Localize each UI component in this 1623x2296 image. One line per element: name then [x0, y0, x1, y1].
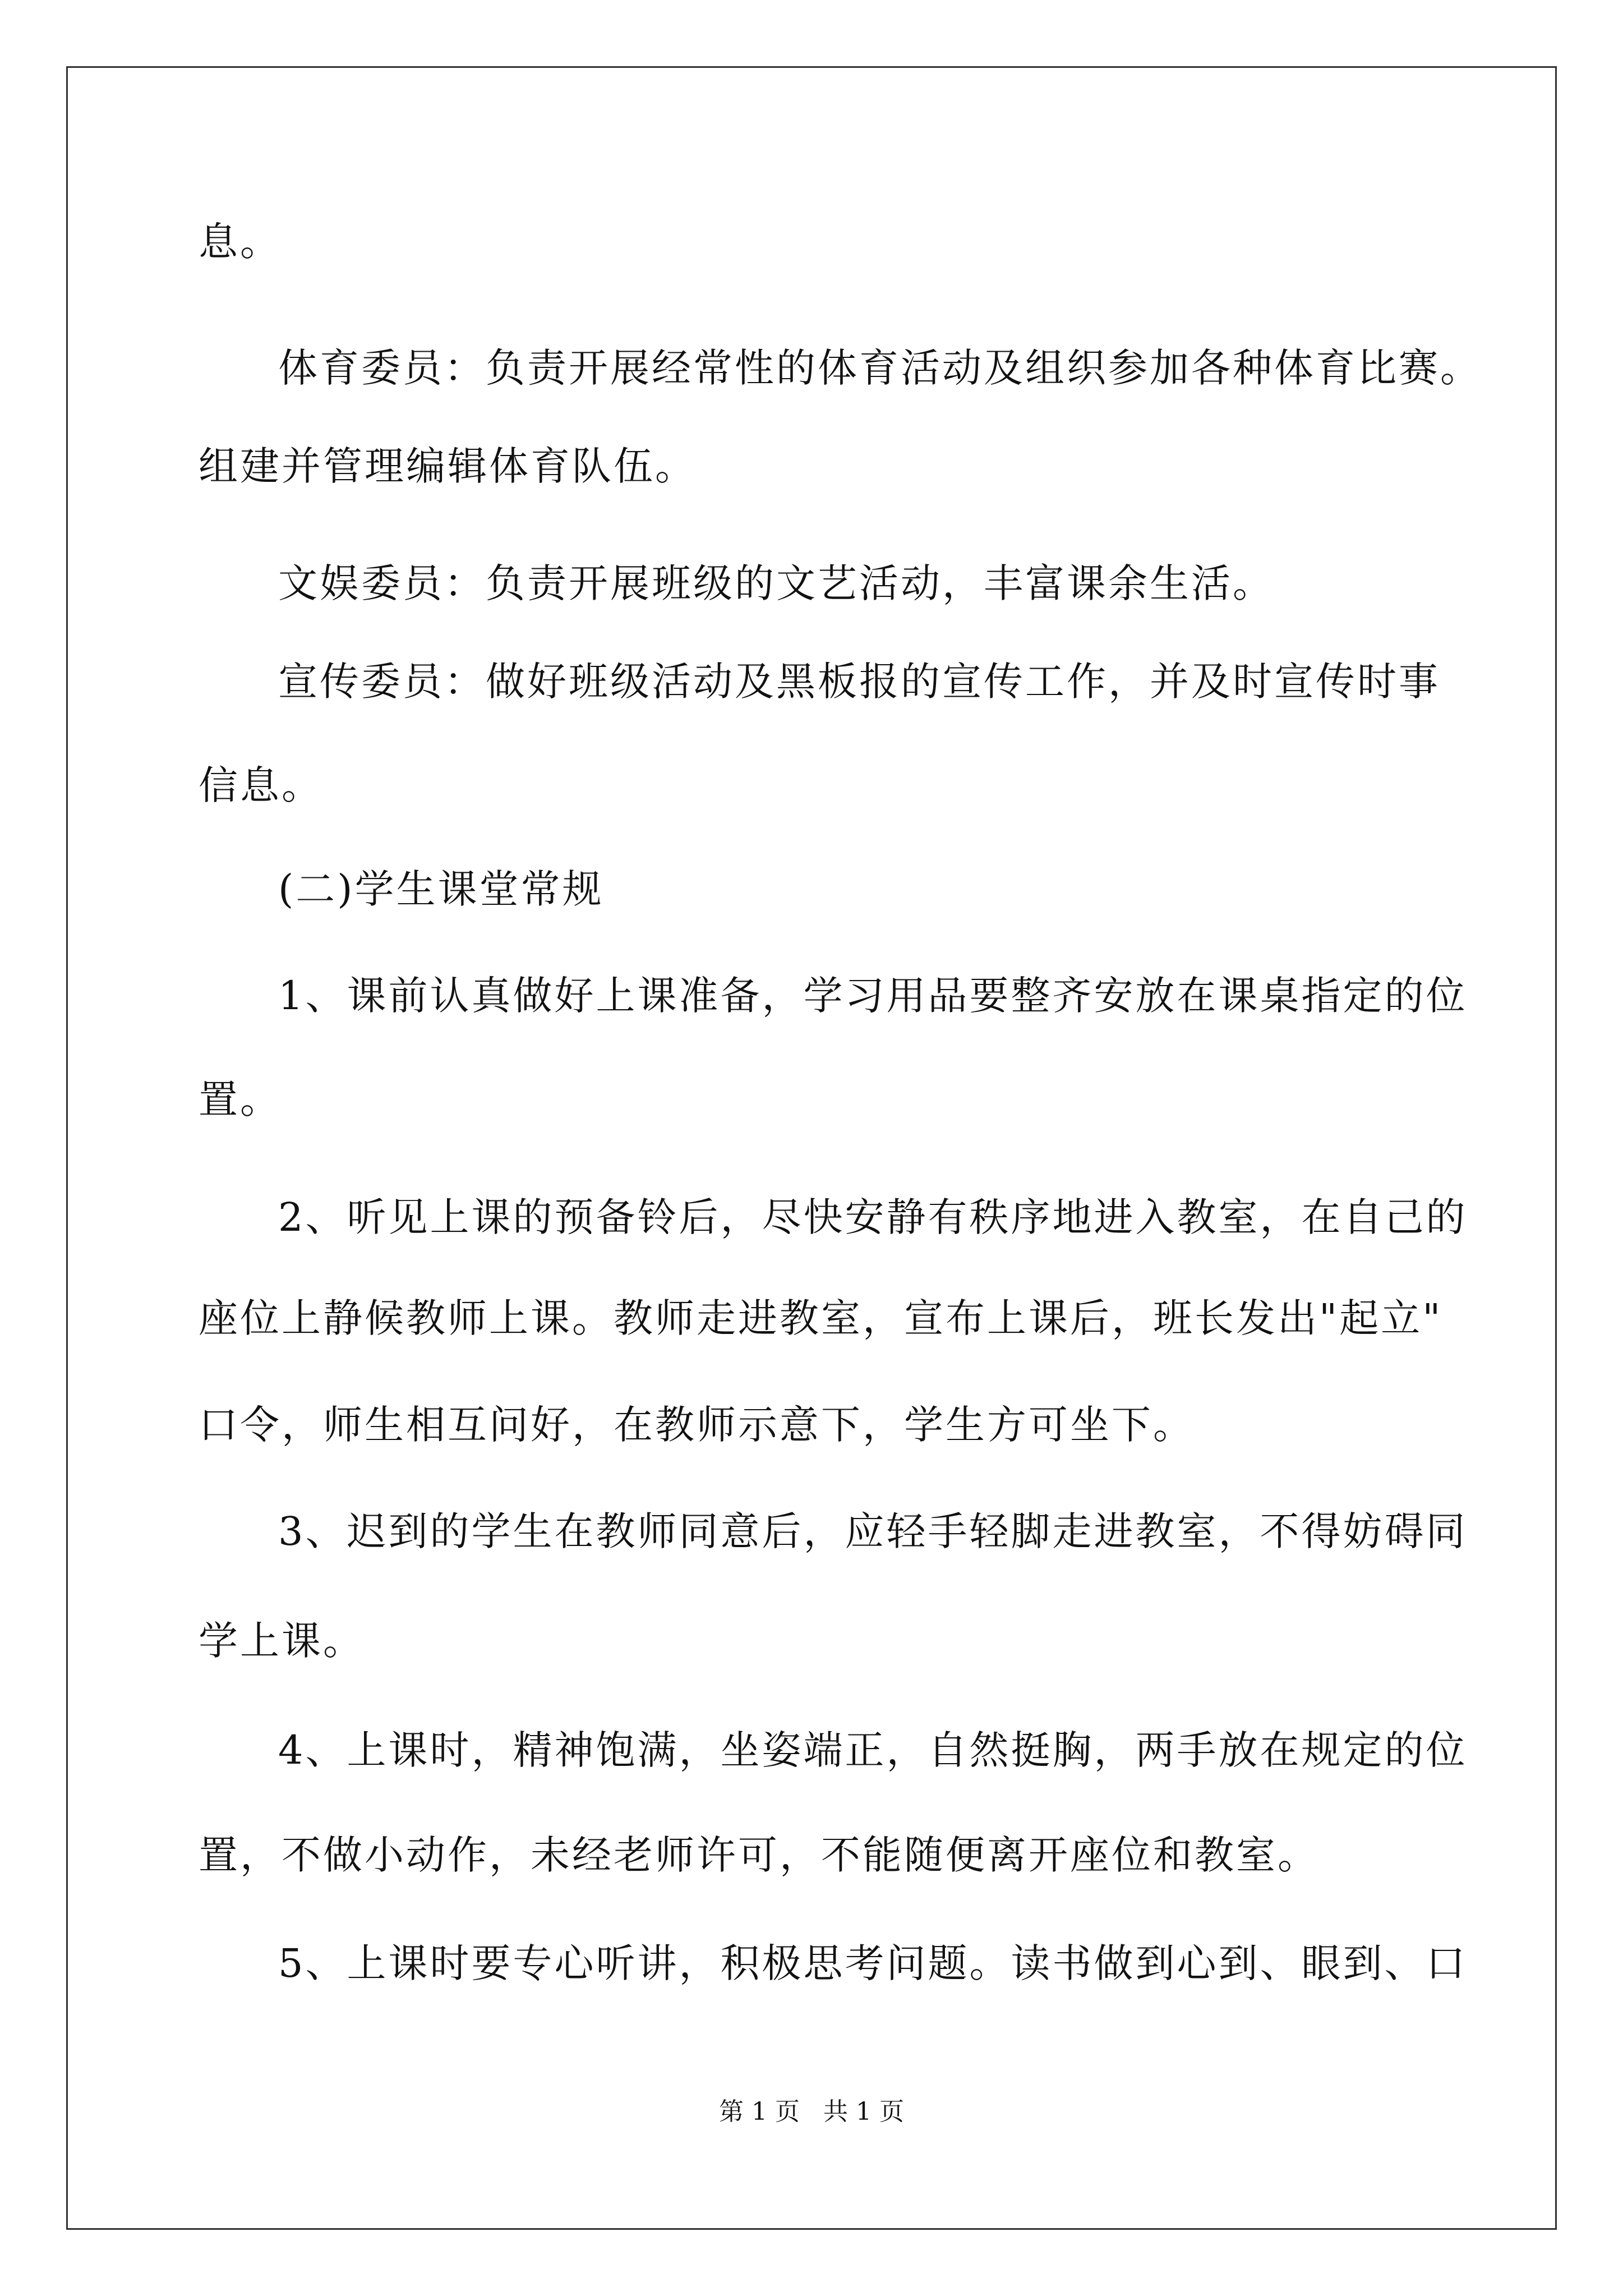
paragraph-line: 3、迟到的学生在教师同意后，应轻手轻脚走进教室，不得妨碍同	[278, 1508, 1468, 1554]
paragraph-line: 体育委员：负责开展经常性的体育活动及组织参加各种体育比赛。	[278, 345, 1482, 391]
paragraph-line: 置，不做小动作，未经老师许可，不能随便离开座位和教室。	[199, 1832, 1319, 1878]
paragraph-line: 1、课前认真做好上课准备，学习用品要整齐安放在课桌指定的位	[278, 973, 1468, 1019]
paragraph-line: 座位上静候教师上课。教师走进教室，宣布上课后，班长发出"起立"	[199, 1295, 1443, 1341]
page-total: 共 1 页	[823, 2097, 904, 2126]
paragraph-line: 口令，师生相互问好，在教师示意下，学生方可坐下。	[199, 1402, 1195, 1448]
paragraph-line: 置。	[199, 1076, 282, 1122]
paragraph-line: 宣传委员：做好班级活动及黑板报的宣传工作，并及时宣传时事	[278, 659, 1440, 705]
page-number: 第 1 页	[719, 2097, 800, 2126]
paragraph-line: 信息。	[199, 762, 323, 808]
paragraph-line: 5、上课时要专心听讲，积极思考问题。读书做到心到、眼到、口	[278, 1940, 1468, 1986]
paragraph-line: 学上课。	[199, 1618, 365, 1664]
paragraph-line: 4、上课时，精神饱满，坐姿端正，自然挺胸，两手放在规定的位	[278, 1727, 1468, 1773]
paragraph-line: 息。	[199, 219, 282, 265]
section-heading: (二)学生课堂常规	[278, 866, 604, 912]
paragraph-line: 组建并管理编辑体育队伍。	[199, 443, 697, 489]
page-footer	[0, 2091, 1623, 2127]
paragraph-line: 文娱委员：负责开展班级的文艺活动，丰富课余生活。	[278, 560, 1274, 606]
paragraph-line: 2、听见上课的预备铃后，尽快安静有秩序地进入教室，在自己的	[278, 1194, 1468, 1240]
